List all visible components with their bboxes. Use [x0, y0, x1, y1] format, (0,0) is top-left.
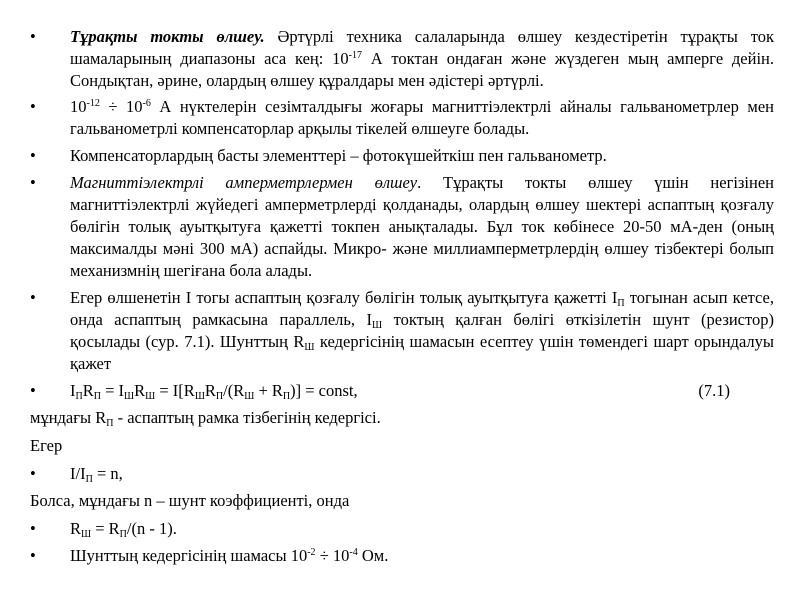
- text-run: Егер өлшенетін I тогы аспаптың қозғалу бөлігін толық ауытқытуға қажетті I: [70, 288, 618, 307]
- exponent: -12: [86, 98, 100, 109]
- bullet-icon: •: [30, 173, 36, 192]
- exponent: -4: [349, 547, 358, 558]
- text-run: Шунттың кедергісінің шамасы 10: [70, 546, 308, 565]
- exponent: -6: [142, 98, 151, 109]
- subscript: П: [617, 298, 625, 309]
- text-run: /(R: [223, 381, 245, 400]
- equation-number: (7.1): [698, 381, 730, 400]
- text-run: )] = const,: [290, 381, 358, 400]
- text-run: - аспаптың рамка тізбегінің кедергісі.: [113, 408, 381, 427]
- bullet-icon: •: [30, 27, 36, 46]
- bullet-icon: •: [30, 519, 36, 538]
- slide-content: [30, 26, 774, 572]
- formula-row: [70, 380, 774, 402]
- subscript: П: [119, 529, 127, 540]
- text-run: = R: [91, 519, 120, 538]
- text-run: мұндағы R: [30, 408, 107, 427]
- subscript: Ш: [244, 391, 255, 402]
- bullet-icon: •: [30, 288, 36, 307]
- subscript: П: [106, 418, 114, 429]
- section-heading-ammeters: Магниттіэлектрлі амперметрлермен өлшеу: [70, 173, 418, 192]
- exponent: -17: [348, 50, 362, 61]
- text-run: токтың қалған бөлігі өткізілетін шунт (резистор) қосылады (сур. 7.1). Шунттың R: [70, 310, 774, 351]
- bullet-icon: •: [30, 464, 36, 483]
- text-run: 10: [70, 97, 87, 116]
- bullet-item-dc-measurement: [30, 26, 774, 92]
- bullet-item-formula-7-1: [30, 380, 774, 402]
- bullet-item-compensators: [30, 145, 774, 167]
- text-run: Ом.: [357, 546, 389, 565]
- text-run: А токтан ондаған және жүздеген мың амперге дейін. Сондықтан, әрине, олардың өлшеу құралдары мен әдістері әртүрлі.: [70, 49, 774, 90]
- bullet-item-shunt-value: [30, 545, 774, 567]
- bullet-item-ammeters: [30, 172, 774, 282]
- text-run: Компенсаторлардың басты элементтері – фотокүшейткіш пен гальванометр.: [70, 146, 607, 165]
- subscript: Ш: [372, 320, 383, 331]
- text-run: I/I: [70, 464, 86, 483]
- subscript: П: [93, 391, 101, 402]
- text-run: + R: [254, 381, 283, 400]
- subscript: Ш: [124, 391, 135, 402]
- subscript: Ш: [194, 391, 205, 402]
- text-run: ÷ 10: [315, 546, 350, 565]
- text-run: = n,: [92, 464, 123, 483]
- subscript: П: [75, 391, 83, 402]
- text-run: R: [82, 381, 94, 400]
- bullet-icon: •: [30, 97, 36, 116]
- text-run: R: [204, 381, 216, 400]
- subscript: Ш: [81, 529, 92, 540]
- subscript: Ш: [304, 342, 315, 353]
- subscript: Ш: [145, 391, 156, 402]
- bullet-icon: •: [30, 546, 36, 565]
- subscript: П: [282, 391, 291, 402]
- subscript: П: [215, 391, 224, 402]
- formula-7-1: [70, 380, 358, 402]
- text-run: тогынан асып кетсе, онда аспаптың рамкасына параллель, I: [70, 288, 774, 329]
- text-run: = I[R: [155, 381, 195, 400]
- text-run: R: [70, 519, 82, 538]
- bullet-icon: •: [30, 146, 36, 165]
- if-line: Егер: [30, 436, 63, 455]
- where-line: [30, 407, 774, 429]
- bullet-item-ratio: [30, 463, 774, 485]
- text-run: кедергісінің шамасын есептеу үшін төмендегі шарт орындалуы қажет: [70, 332, 774, 373]
- text-run: = I: [100, 381, 125, 400]
- section-heading-dc: Тұрақты токты өлшеу.: [70, 27, 265, 46]
- text-run: ÷ 10: [99, 97, 143, 116]
- bullet-item-range: [30, 96, 774, 140]
- text-run: R: [134, 381, 146, 400]
- text-run: Әртүрлі техника салаларында өлшеу кездестіретін тұрақты ток шамаларының диапазоны аса кең: 10: [70, 27, 774, 68]
- text-run: А нүктелерін сезімталдығы жоғары магниттіэлектрлі айналы гальванометрлер мен гальванометрлі компенсаторлар арқылы тікелей өлшеуге болады.: [70, 97, 774, 138]
- bullet-item-shunt: [30, 287, 774, 375]
- exponent: -2: [307, 547, 316, 558]
- text-run: . Тұрақты токты өлшеу үшін негізінен магниттіэлектрлі жүйедегі амперметрлерді қолданады, олардың өлшеу шектері аспаптың қозғалу бөлігін толық ауытқытуға қажетті токпен анықталады. Бұл ток көбінесе 20-50 мА-ден (оның максималды мәні 300 мА) аспайды. Микро- және миллиамперметрлердің өлшеу тізбектері болып механизмнің шегіғана бола алады.: [70, 173, 775, 280]
- bullet-item-shunt-formula: [30, 518, 774, 540]
- subscript: П: [85, 474, 93, 485]
- then-line: Болса, мұндағы n – шунт коэффициенті, онда: [30, 491, 350, 510]
- text-run: I: [70, 381, 76, 400]
- text-run: /(n - 1).: [126, 519, 177, 538]
- bullet-icon: •: [30, 381, 36, 400]
